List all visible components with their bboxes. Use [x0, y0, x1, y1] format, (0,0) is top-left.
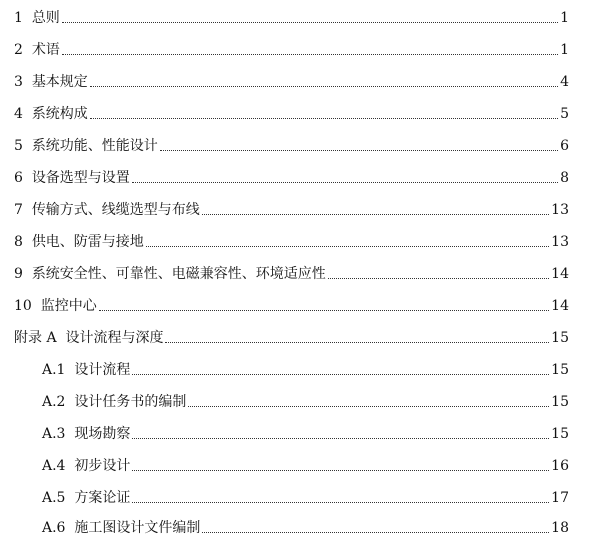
toc-number: A.4: [42, 458, 75, 474]
dot-leader: [62, 53, 558, 55]
toc-page-number: 13: [551, 202, 569, 218]
dot-leader: [132, 437, 549, 439]
toc-entry-9[interactable]: [14, 262, 569, 282]
dot-leader: [202, 213, 549, 215]
toc-title: 基本规定: [31, 74, 88, 90]
toc-number: 2: [14, 42, 32, 58]
toc-page-number: 14: [551, 298, 569, 314]
toc-entry-5[interactable]: [14, 134, 569, 154]
dot-leader: [132, 501, 549, 503]
toc-number: A.3: [42, 426, 75, 442]
toc-entry-6[interactable]: [14, 166, 569, 186]
toc-entry-10[interactable]: [14, 294, 569, 314]
toc-page-number: 15: [551, 362, 569, 378]
dot-leader: [90, 117, 558, 119]
toc-number: 8: [14, 234, 32, 250]
toc-title: 施工图设计文件编制: [74, 520, 201, 536]
toc-page-number: 15: [551, 426, 569, 442]
toc-entry-4[interactable]: [14, 102, 569, 122]
toc-entry-3[interactable]: [14, 70, 569, 90]
toc-entry-a3[interactable]: [42, 422, 569, 442]
toc-entry-7[interactable]: [14, 198, 569, 218]
dot-leader: [62, 21, 558, 23]
toc-number: 4: [14, 106, 32, 122]
toc-entry-1[interactable]: [14, 6, 569, 26]
toc-title: 总则: [31, 10, 60, 26]
toc-title: 系统构成: [31, 106, 88, 122]
dot-leader: [99, 309, 549, 311]
toc-page-number: 13: [551, 234, 569, 250]
dot-leader: [146, 245, 549, 247]
toc-page-number: 6: [560, 138, 569, 154]
dot-leader: [188, 405, 549, 407]
toc-page-number: 16: [551, 458, 569, 474]
toc-entry-a4[interactable]: [42, 454, 569, 474]
toc-title: 监控中心: [40, 298, 97, 314]
toc-title: 设计任务书的编制: [74, 394, 187, 410]
toc-number: 7: [14, 202, 32, 218]
toc-title: 术语: [31, 42, 60, 58]
toc-number: A.1: [42, 362, 75, 378]
toc-page-number: 1: [560, 10, 569, 26]
toc-number: 1: [14, 10, 32, 26]
toc-page-number: 14: [551, 266, 569, 282]
dot-leader: [160, 149, 558, 151]
dot-leader: [328, 277, 549, 279]
toc-title: 设计流程与深度: [65, 330, 164, 346]
toc-title: 系统功能、性能设计: [31, 138, 158, 154]
toc-entry-a5[interactable]: [42, 486, 569, 506]
dot-leader: [165, 341, 549, 343]
dot-leader: [132, 469, 549, 471]
toc-number: A.5: [42, 490, 75, 506]
toc-page-number: 15: [551, 394, 569, 410]
toc-title: 设备选型与设置: [31, 170, 130, 186]
toc-number: A.2: [42, 394, 75, 410]
toc-page-number: 18: [551, 520, 569, 536]
toc-number: 5: [14, 138, 32, 154]
toc-entry-appendix-a[interactable]: [14, 326, 569, 346]
toc-title: 初步设计: [74, 458, 131, 474]
toc-entry-8[interactable]: [14, 230, 569, 250]
toc-entry-a6[interactable]: [42, 516, 569, 536]
toc-number: A.6: [42, 520, 75, 536]
toc-title: 传输方式、线缆选型与布线: [31, 202, 200, 218]
toc-entry-a1[interactable]: [42, 358, 569, 378]
toc-title: 设计流程: [74, 362, 131, 378]
toc-number: 3: [14, 74, 32, 90]
toc-title: 系统安全性、可靠性、电磁兼容性、环境适应性: [31, 266, 326, 282]
toc-entry-a2[interactable]: [42, 390, 569, 410]
toc-number: 9: [14, 266, 32, 282]
dot-leader: [90, 85, 558, 87]
toc-title: 现场勘察: [74, 426, 131, 442]
dot-leader: [202, 531, 549, 533]
toc-page-number: 8: [560, 170, 569, 186]
toc-number: 6: [14, 170, 32, 186]
toc-number: 10: [14, 298, 41, 314]
toc-page-number: 15: [551, 330, 569, 346]
toc-number: 附录 A: [14, 330, 66, 346]
toc-page-number: 1: [560, 42, 569, 58]
toc-page-number: 4: [560, 74, 569, 90]
dot-leader: [132, 373, 549, 375]
toc-title: 供电、防雷与接地: [31, 234, 144, 250]
dot-leader: [132, 181, 558, 183]
toc-entry-2[interactable]: [14, 38, 569, 58]
toc-page-number: 5: [560, 106, 569, 122]
toc-page-number: 17: [551, 490, 569, 506]
toc-title: 方案论证: [74, 490, 131, 506]
